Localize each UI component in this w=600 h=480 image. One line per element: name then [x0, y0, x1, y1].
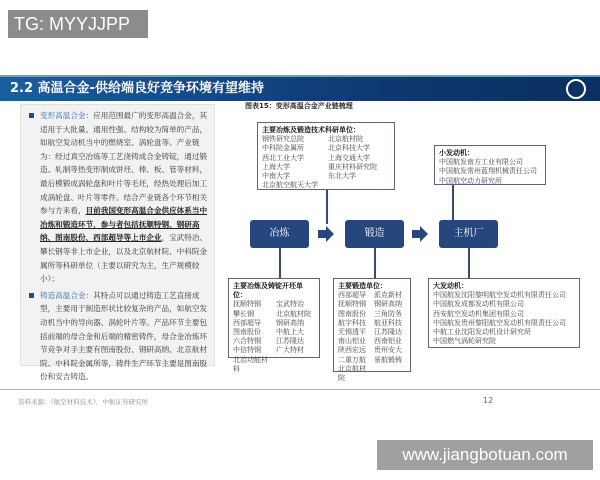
keyword: 铸造高温合金 [40, 290, 86, 300]
arrow-icon [318, 230, 326, 238]
arrow-icon [412, 230, 420, 238]
unit-name: 上海大学 [262, 162, 290, 171]
unit-name: 景航锻铸 [374, 355, 402, 364]
flow-step-smelting: 冶炼 [250, 220, 309, 248]
forging-units-box [333, 278, 411, 383]
unit-name: 钢研高纳 [374, 300, 402, 309]
bullet-icon [29, 293, 34, 298]
connector-line [452, 185, 454, 220]
unit-name: 中科院金属所 [262, 144, 304, 153]
unit-name: 派克新材 [374, 291, 402, 300]
slide-header [0, 75, 600, 101]
connector-line [279, 248, 281, 278]
unit-name: 宝武特冶 [276, 300, 304, 309]
paragraph-cast [29, 289, 208, 384]
unit-name: 攀长钢 [233, 309, 254, 318]
unit-name: 西部超导 [338, 291, 366, 300]
unit-name: 二重万航 [338, 355, 366, 364]
unit-name: 图南股份 [233, 328, 261, 337]
unit-name: 中国航发沈阳黎明航空发动机有限责任公司 [433, 291, 566, 300]
paragraph-wrought [29, 109, 208, 286]
unit-name: 上海交通大学 [328, 153, 370, 162]
unit-name: 陕西宏远 [338, 346, 366, 355]
figure-title: 图表15：变形高温合金产业链梳理 [245, 102, 353, 110]
footer-divider [0, 389, 600, 390]
page-number: 12 [483, 396, 494, 405]
arrow-icon [420, 226, 428, 242]
unit-name: 六合特钢 [233, 337, 261, 346]
box-title: 主要冶炼及铸锭开坯单位： [233, 282, 303, 300]
connector-line [326, 190, 328, 224]
company-logo-icon [566, 79, 586, 99]
unit-name: 重庆材料研究院 [328, 162, 377, 171]
unit-name: 航亚科技 [374, 318, 402, 327]
unit-name: 中航上大 [276, 328, 304, 337]
unit-name: 北京科技大学 [328, 144, 370, 153]
unit-name: 中航工业沈阳发动机设计研究所 [433, 328, 531, 337]
unit-name: 西南铝业 [374, 337, 402, 346]
unit-name: 中国航发贵州黎阳航空发动机有限责任公司 [433, 318, 566, 327]
unit-name: 东北大学 [328, 172, 356, 181]
unit-name: 广大特材 [276, 346, 304, 355]
unit-name: 钢铁研究总院 [262, 135, 304, 144]
unit-name: 图南股份 [338, 309, 366, 318]
flow-step-forging: 锻造 [345, 220, 404, 248]
text: ：其特点可以通过铸造工艺直接成型，主要用于制造形状比较复杂的产品，如航空发动机当中的导向器、涡轮叶片等。产品环节主要包括前端的母合金和后端的精密铸件，母合金冶炼环节竞争对手主要有图南股份、钢研高纳、北京航材院、中科院金属所等，铸件生产环节主要是图南股份和安吉铸造。 [40, 290, 208, 382]
unit-name: 西北工业大学 [262, 153, 304, 162]
slide-title: 2.2 高温合金-供给端良好竞争环境有望维持 [10, 81, 264, 96]
text: ，宝武特冶、攀长钢等非上市企业，以及北京航材院、中科院金属所等科研单位（主要以研究为主，生产规模较小）； [40, 233, 208, 284]
unit-name: 北京航材院 [276, 309, 311, 318]
smelting-units-box [228, 278, 320, 373]
unit-name: 北京航空航天大学 [262, 181, 318, 190]
unit-name: 中南大学 [262, 172, 290, 181]
text: ：应用范围最广的变形高温合金，其适用于大批量、通用性强、结构较为简单的产品，如航空发动机当中的燃烧室、涡轮盘等。产业链为：经过真空冶炼等工艺浇铸成合金铸锭，通过锻造、轧制等热变形制成饼坯、棒、板、管等材料，最后模锻成涡轮盘和叶片等毛坯，经热处理后加工成涡轮盘、叶片等零件。结合产业链各个环节相关参与方来看， [40, 111, 208, 216]
unit-name: 中国燃气涡轮研究院 [433, 337, 496, 346]
unit-name: 西部超导 [233, 318, 261, 327]
big-engine-box [428, 278, 580, 348]
highlight-text: 目前我国变形高温合金供应体系当中冶炼和锻造环节，参与者包括抚顺特钢、钢研高纳、图南股份、西部超导等上市企业 [40, 206, 208, 243]
unit-name: 钢研高纳 [276, 318, 304, 327]
unit-name: 江苏隆达 [374, 328, 402, 337]
unit-name: 中国航空动力研究所 [439, 176, 502, 185]
arrow-icon [326, 226, 334, 242]
unit-name: 抚顺特钢 [338, 300, 366, 309]
connector-line [374, 248, 376, 278]
unit-name: 西安航空发动机集团有限公司 [433, 309, 524, 318]
unit-name: 中国航发常州蓝翔机械责任公司 [439, 167, 537, 176]
tag-label: TG: MYYJJPP [8, 10, 148, 38]
unit-name: 北京航材院 [338, 364, 366, 383]
box-title: 大发动机： [433, 282, 468, 290]
unit-name: 中国航发成都发动机有限公司 [433, 300, 524, 309]
flow-step-oem: 主机厂 [439, 220, 498, 248]
bullet-icon [29, 113, 34, 118]
box-title: 主要冶炼及锻造技术科研单位： [262, 126, 360, 134]
source-note: 资料来源：《航空材料技术》，中航证券研究所 [18, 398, 148, 406]
unit-name: 贵州安大 [374, 346, 402, 355]
unit-name: 北京航材院 [328, 135, 363, 144]
unit-name: 江苏隆达 [276, 337, 304, 346]
unit-name: 航宇科技 [338, 318, 366, 327]
unit-name: 中信特钢 [233, 346, 261, 355]
research-units-box [257, 122, 395, 190]
unit-name: 三角防务 [374, 309, 402, 318]
small-engine-box [434, 145, 546, 185]
watermark: www.jiangbotuan.com [377, 440, 593, 470]
keyword: 变形高温合金 [40, 111, 86, 120]
unit-name: 中国航发南方工业有限公司 [439, 158, 523, 167]
text-panel [20, 104, 215, 382]
unit-name: 北冶功能材料 [233, 355, 268, 373]
unit-name: 无锡透平 [338, 328, 366, 337]
connector-line [468, 248, 470, 278]
box-title: 小发动机： [439, 149, 474, 157]
box-title: 主要锻造单位： [338, 282, 387, 290]
unit-name: 抚顺特钢 [233, 300, 261, 309]
unit-name: 南山铝业 [338, 337, 366, 346]
